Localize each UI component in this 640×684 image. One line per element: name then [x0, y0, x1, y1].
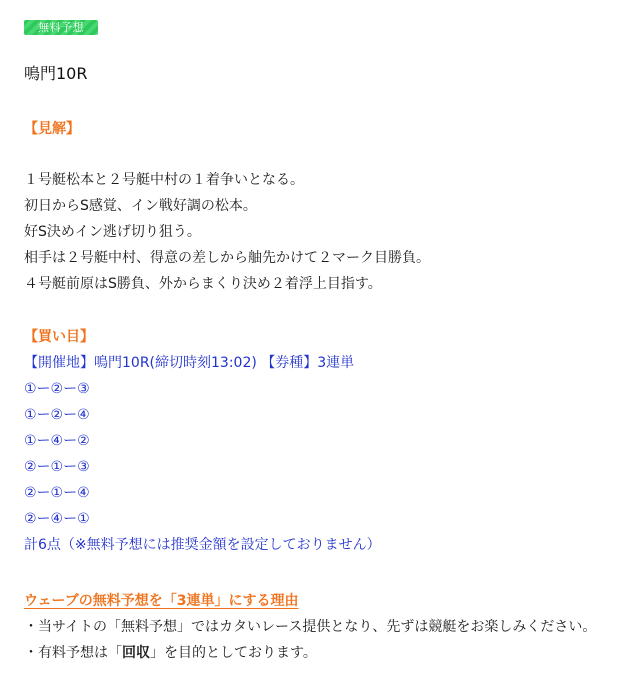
analysis-heading: 【見解】	[24, 121, 80, 137]
pick-combo: ②ー④ー①	[24, 511, 90, 527]
reason-emphasis: 回収	[122, 645, 150, 661]
analysis-line: １号艇松本と２号艇中村の１着争いとなる。	[24, 172, 304, 188]
reason-text: ・有料予想は「	[24, 645, 122, 661]
analysis-line: ４号艇前原はS勝負、外からまくり決め２着浮上目指す。	[24, 276, 382, 292]
picks-venue-line: 【開催地】鳴門10R(締切時刻13:02) 【券種】3連単	[24, 355, 355, 371]
pick-combo: ②ー①ー③	[24, 459, 90, 475]
analysis-line: 初日からS感覚、イン戦好調の松本。	[24, 198, 257, 214]
picks-total: 計6点（※無料予想には推奨金額を設定しておりません）	[24, 537, 381, 553]
analysis-line: 相手は２号艇中村、得意の差しから舳先かけて２マーク目勝負。	[24, 250, 430, 266]
reason-lines	[24, 614, 596, 666]
reason-line	[24, 640, 596, 666]
analysis-lines	[24, 167, 430, 297]
reason-text: 」を目的としております。	[150, 645, 317, 661]
pick-combo: ①ー④ー②	[24, 433, 90, 449]
analysis-line: 好S決めイン逃げ切り狙う。	[24, 224, 201, 240]
pick-combo: ①ー②ー④	[24, 407, 90, 423]
free-prediction-badge: 無料予想	[24, 20, 98, 35]
reason-heading: ウェーブの無料予想を「3連単」にする理由	[24, 593, 299, 609]
pick-combo: ①ー②ー③	[24, 381, 90, 397]
pick-combo: ②ー①ー④	[24, 485, 90, 501]
picks-list	[24, 350, 381, 558]
reason-line: ・当サイトの「無料予想」ではカタいレース提供となり、先ずは競艇をお楽しみください。	[24, 619, 597, 635]
picks-heading: 【買い目】	[24, 329, 94, 345]
race-title: 鳴門10R	[24, 64, 88, 83]
